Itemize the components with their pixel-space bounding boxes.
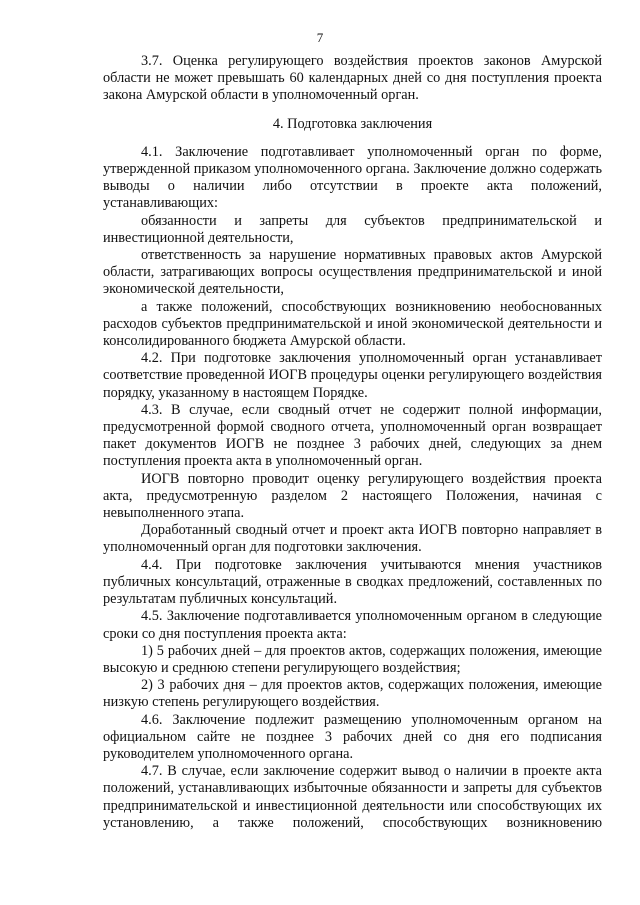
paragraph-4-2: 4.2. При подготовке заключения уполномоченный орган устанавливает соответствие проведенной ИОГВ процедуры оценки регулирующего воздействия порядку, указанному в настоящем Порядке. [103, 350, 602, 401]
paragraph-4-5-item-1: 1) 5 рабочих дней – для проектов актов, содержащих положения, имеющие высокую и среднюю степени регулирующего воздействия; [103, 642, 602, 676]
section-heading: 4. Подготовка заключения [272, 115, 433, 132]
document-body [103, 53, 602, 832]
paragraph-4-1-liability: ответственность за нарушение нормативных правовых актов Амурской области, затрагивающих вопросы осуществления предпринимательской и иной экономической деятельности, [103, 247, 602, 298]
paragraph-4-3-resend: Доработанный сводный отчет и проект акта ИОГВ повторно направляет в уполномоченный орган для подготовки заключения. [103, 522, 602, 556]
page-number: 7 [316, 30, 324, 45]
paragraph-4-5-item-2: 2) 3 рабочих дня – для проектов актов, содержащих положения, имеющие низкую степень регулирующего воздействия. [103, 677, 602, 711]
paragraph-4-1-obligations: обязанности и запреты для субъектов предпринимательской и инвестиционной деятельности, [103, 212, 602, 246]
paragraph-3-7: 3.7. Оценка регулирующего воздействия проектов законов Амурской области не может превышать 60 календарных дней со дня поступления проекта закона Амурской области в уполномоченный орган. [103, 53, 602, 104]
paragraph-4-1-expenses: а также положений, способствующих возникновению необоснованных расходов субъектов предпринимательской и иной экономической деятельности и консолидированного бюджета Амурской области. [103, 298, 602, 350]
paragraph-4-5: 4.5. Заключение подготавливается уполномоченным органом в следующие сроки со дня поступления проекта акта: [103, 608, 602, 642]
paragraph-4-3-repeat: ИОГВ повторно проводит оценку регулирующего воздействия проекта акта, предусмотренную разделом 2 настоящего Положения, начиная с невыполненного этапа. [103, 470, 602, 522]
paragraph-4-1: 4.1. Заключение подготавливает уполномоченный орган по форме, утвержденной приказом уполномоченного органа. Заключение должно содержать выводы о наличии либо отсутствии в проекте акта положений, устанавливающих: [103, 143, 603, 212]
paragraph-4-6: 4.6. Заключение подлежит размещению уполномоченным органом на официальном сайте не позднее 3 рабочих дней со дня его подписания руководителем уполномоченного органа. [103, 711, 602, 762]
paragraph-4-7: 4.7. В случае, если заключение содержит вывод о наличии в проекте акта положений, устанавливающих избыточные обязанности и запреты для субъектов предпринимательской и инвестиционной деятельности или способствующих их установлению, а также положений, способствующих возникновению [103, 763, 602, 831]
paragraph-4-3: 4.3. В случае, если сводный отчет не содержит полной информации, предусмотренной формой сводного отчета, уполномоченный орган возвращает пакет документов ИОГВ не позднее 3 рабочих дней, следующих за днем поступления проекта акта в уполномоченный орган. [103, 401, 602, 470]
paragraph-4-4: 4.4. При подготовке заключения учитываются мнения участников публичных консультаций, отраженные в сводках предложений, составленных по результатам публичных консультаций. [103, 556, 602, 608]
